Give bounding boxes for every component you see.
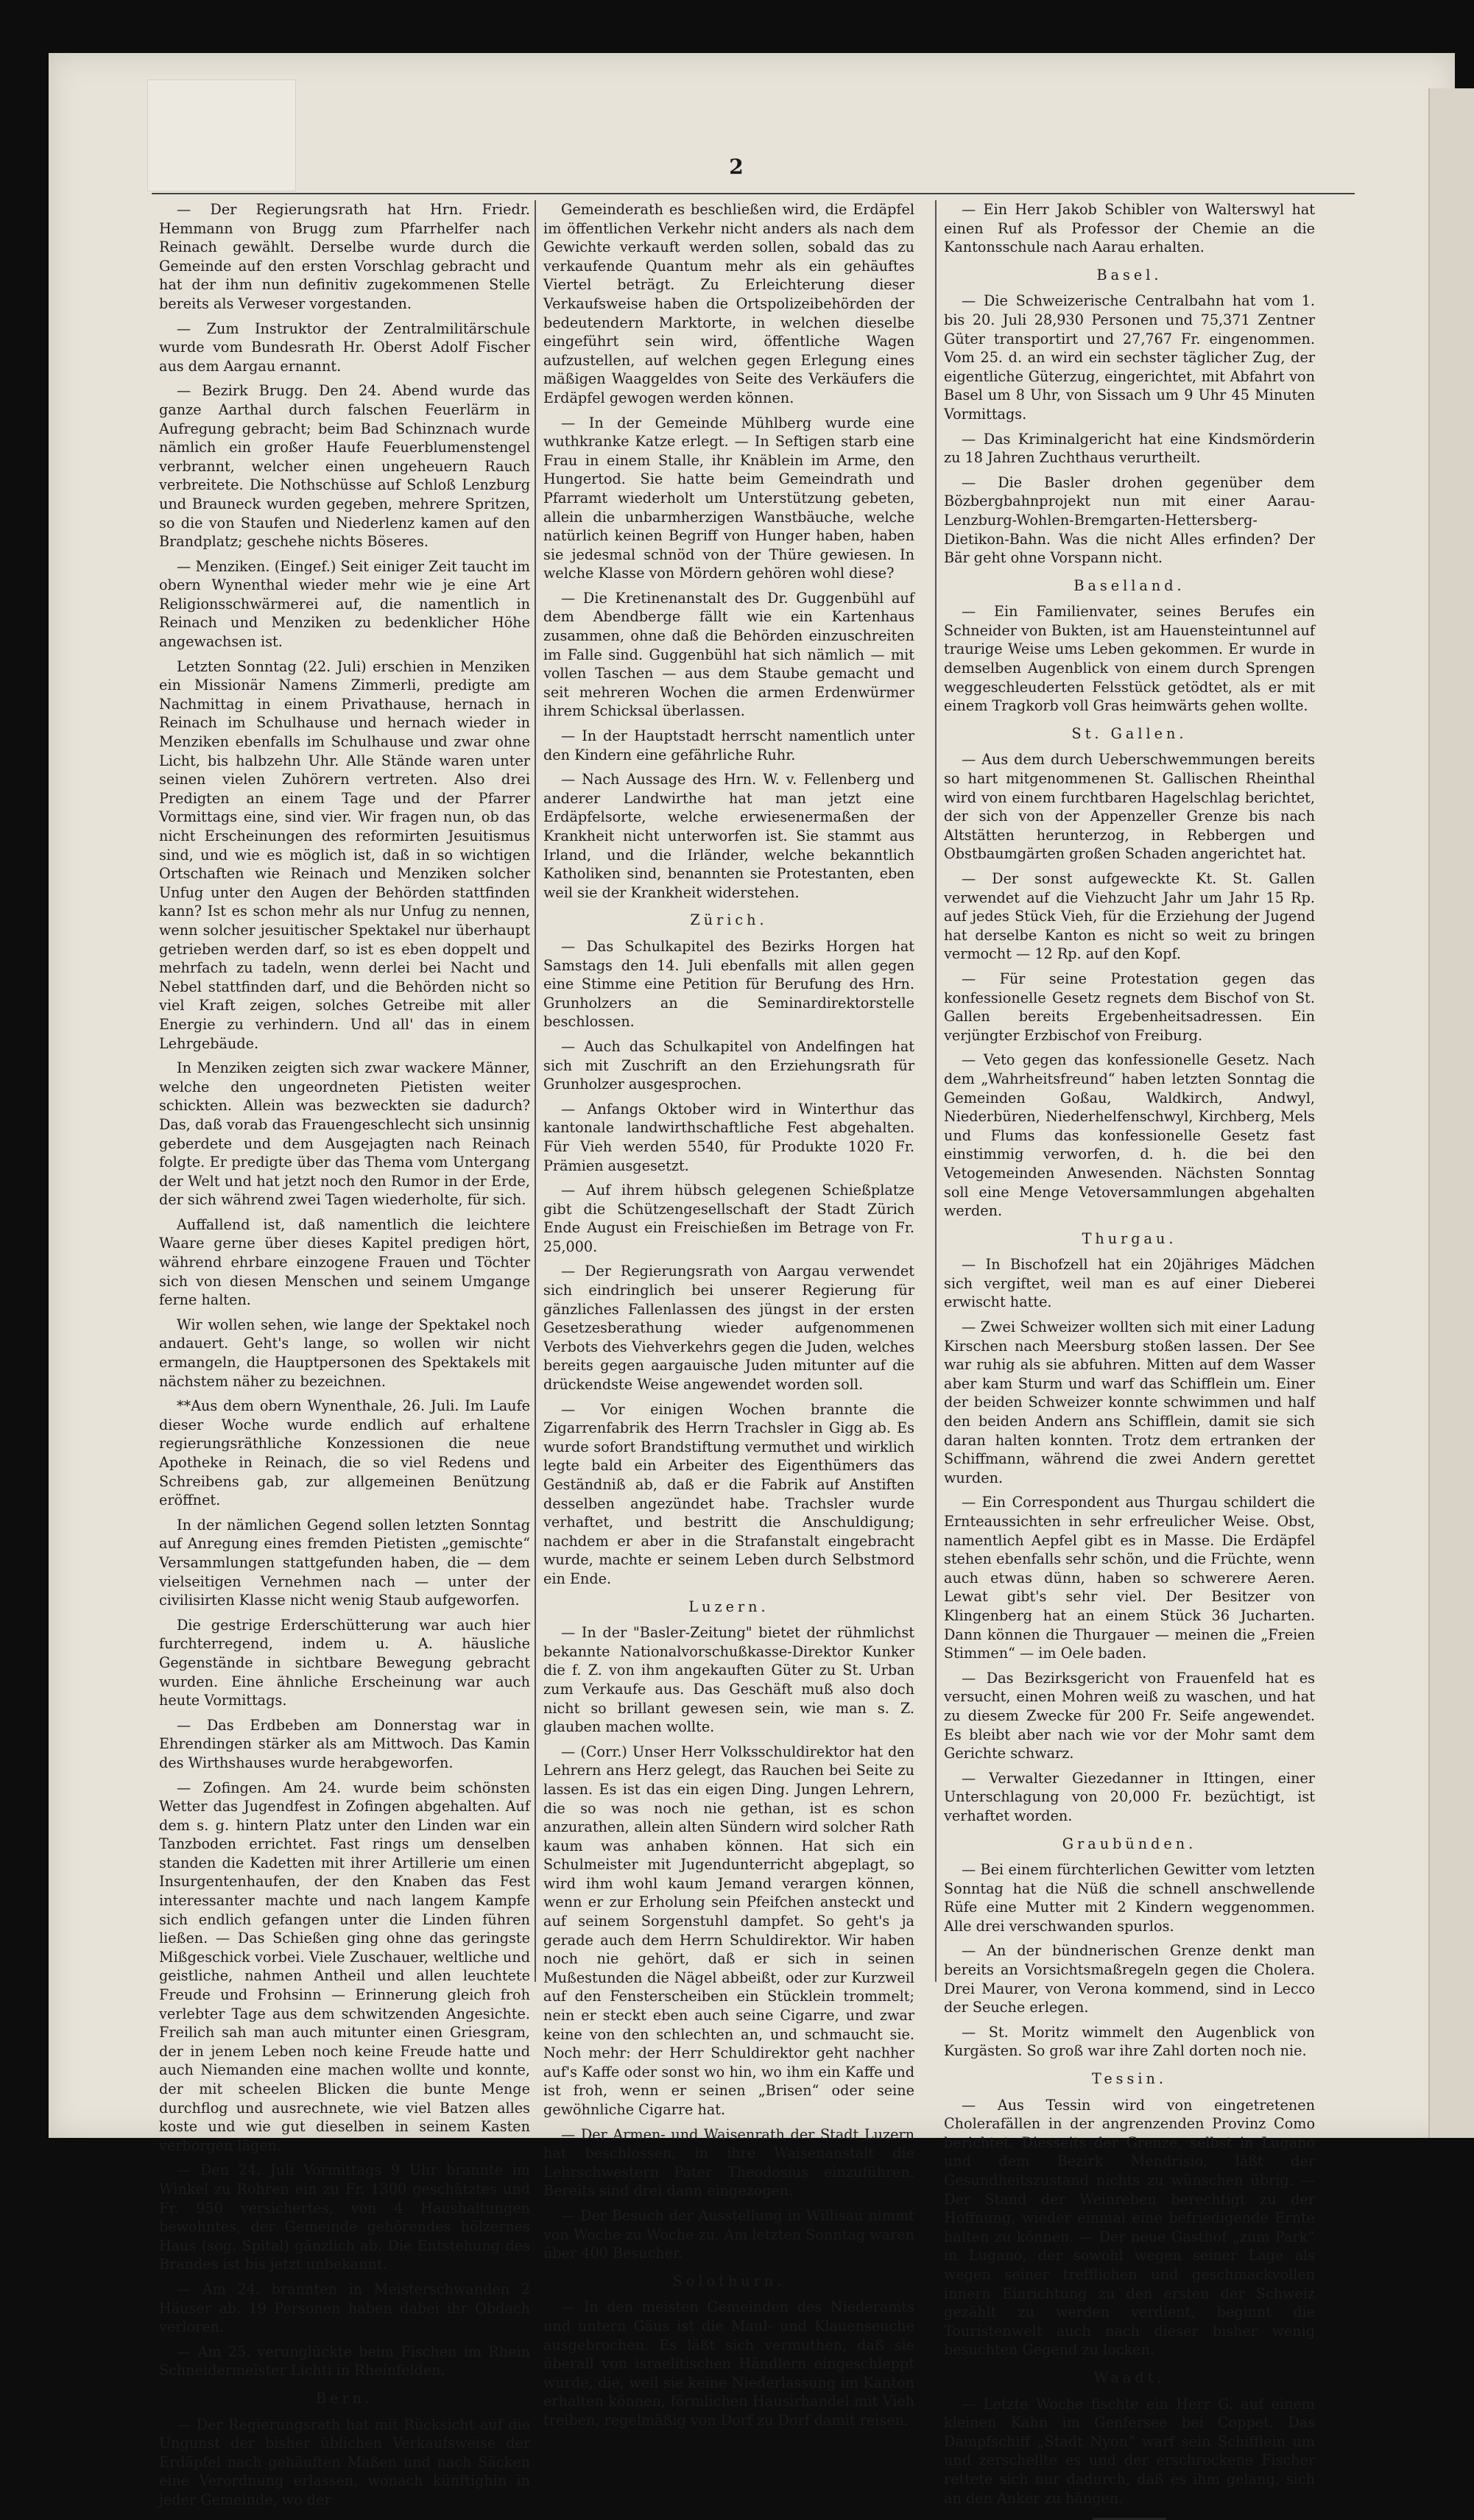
section-heading: St. Gallen. [1071,724,1188,742]
article-paragraph: — Anfangs Oktober wird in Winterthur das kantonale landwirthschaftliche Fest abgehalten. Für Vieh werden 5540, für Produkte 1020 Fr. Prämien ausgesetzt. [543,1100,914,1174]
article-paragraph: — Letzte Woche fischte ein Herr G. auf einem kleinen Kahn im Genfersee bei Coppet. Das Dampfschiff „Stadt Nyon“ warf sein Schifflein um und zerschellte es und der erschrockene Fischer rettete sich nur dadurch, daß es ihm gelang, sich an den Anker zu hängen. [944,2395,1315,2507]
article-paragraph: — Am 24. brannten in Meisterschwanden 2 Häuser ab. 19 Personen haben dabei ihr Obdach verloren. [159,2280,530,2336]
article-paragraph: In Menziken zeigten sich zwar wackere Männer, welche den ungeordneten Pietisten weiter schickten. Allein was bezweckten sie dadurch? Das, daß vorab das Frauengeschlecht sich unsinnig geberdete und dem Ausgejagten nach Reinach folgte. Er predigte über das Thema vom Untergang der Welt und hat jetzt noch den Rumor in der Erde, der sich während zwei Tagen wiederholte, für sich. [159,1059,530,1209]
article-paragraph: — Verwalter Giezedanner in Ittingen, einer Unterschlagung von 20,000 Fr. bezüchtigt, ist verhaftet worden. [944,1769,1315,1824]
article-paragraph: — Der Regierungsrath von Aargau verwendet sich eindringlich bei unserer Regierung für gänzliches Fallenlassen des jüngst in der ersten Gesetzesberathung wieder aufgenommenen Verbots des Viehverkehrs gegen die Juden, welches bereits gegen aargauische Juden mitunter auf die drückendste Weise angewendet worden soll. [543,1263,914,1394]
article-paragraph: — Das Schulkapitel des Bezirks Horgen hat Samstags den 14. Juli ebenfalls mit allen gegen eine Stimme eine Petition für Berufung des Hrn. Grunholzers an die Seminardirektorstelle beschlossen. [543,937,914,1031]
header-rule [152,193,1355,194]
article-paragraph: — Ein Familienvater, seines Berufes ein Schneider von Bukten, ist am Hauensteintunnel auf traurige Weise ums Leben gekommen. Er wurde in demselben Augenblick von einem durch Sprengen weggeschleuderten Felsstück getödtet, als er mit einem Tragkorb voll Gras heimwärts gehen wollte. [944,603,1316,715]
section-heading: Baselland. [1073,576,1185,594]
article-paragraph: — Auf ihrem hübsch gelegenen Schießplatze gibt die Schützengesellschaft der Stadt Zürich Ende August ein Freischießen im Betrage von Fr. 25,000. [543,1182,914,1255]
article-paragraph: Gemeinderath es beschließen wird, die Erdäpfel im öffentlichen Verkehr nicht anders als nach dem Gewichte verkauft werden sollen, sobald das zu verkaufende Quantum mehr als ein gehäuftes Viertel beträgt. Zu Erleichterung dieser Verkaufsweise haben die Ortspolizeibehörden der bedeutendern Marktorte, in welchen dieselbe eingeführt sein wird, öffentliche Wagen aufzustellen, auf welchen gegen Erlegung eines mäßigen Waaggeldes von Seite des Verkäufers die Erdäpfel gewogen werden können. [543,201,914,406]
column-right [944,200,1316,2507]
article-paragraph: Letzten Sonntag (22. Juli) erschien in Menziken ein Missionär Namens Zimmerli, predigte am Nachmittag in einem Privathause, hernach in Reinach im Schulhause und hernach wieder in Menziken ebenfalls im Schulhause und zwar ohne Licht, bis halbzehn Uhr. Alle Stände waren unter seinen vielen Zuhörern vertreten. Also drei Predigten an einem Tage und der Pfarrer Vormittags eine, sind vier. Wir fragen nun, ob das nicht Erscheinungen des reformirten Jesuitismus sind, und wie es möglich ist, daß in so wichtigen Ortschaften wie Reinach und Menziken solcher Unfug unter den Augen der Behörden stattfinden kann? Ist es schon mehr als nur Unfug zu nennen, wenn solcher jesuitischer Spektakel nur überhaupt getrieben werden darf, so ist es eben doppelt und mehrfach zu tadeln, wenn derlei bei Nacht und Nebel stattfinden darf, und die Behörden nicht so viel Kraft zeigen, solches Getreibe mit aller Energie zu verhindern. Und all' das in einem Lehrgebäude. [159,657,530,1052]
page-number: 2 [729,155,744,179]
section-heading: Luzern. [688,1598,769,1615]
article-paragraph: — Ein Correspondent aus Thurgau schildert die Ernteaussichten in sehr erfreulicher Weise. Obst, namentlich Aepfel gibt es in Masse. Die Erdäpfel stehen ebenfalls sehr schön, und die Früchte, wenn auch etwas dünn, haben so schwerere Aeren. Lewat gibt's sehr viel. Der Besitzer von Klingenberg hat an einem Stück 36 Jucharten. Dann können die Thurgauer — meinen die „Freien Stimmen“ — im Oele baden. [944,1494,1315,1662]
library-stamp-area [147,80,296,191]
article-paragraph: Die gestrige Erderschütterung war auch hier furchterregend, indem u. A. häusliche Gegenstände in sichtbare Bewegung gebracht wurden. Eine ähnliche Erscheinung war auch heute Vormittags. [159,1616,530,1709]
article-paragraph: — Auch das Schulkapitel von Andelfingen hat sich mit Zuschrift an den Erziehungsrath für Grunholzer ausgesprochen. [543,1037,914,1093]
article-paragraph: — Der Regierungsrath hat mit Rücksicht auf die Ungunst der bisher üblichen Verkaufsweise der Erdäpfel nach gehäuften Maßen und nach Säcken eine Verordnung erlassen, wonach künftighin in jeder Gemeinde, wo der [159,2415,530,2508]
column-middle [543,200,914,2429]
article-paragraph: — Das Erdbeben am Donnerstag war in Ehrendingen stärker als am Mittwoch. Das Kamin des Wirthshauses wurde herabgeworfen. [159,1716,530,1771]
article-paragraph: — Der Besuch der Ausstellung in Willisau nimmt von Woche zu Woche zu. Am letzten Sonntag waren über 400 Besucher. [543,2206,914,2262]
article-paragraph: — Die Kretinenanstalt des Dr. Guggenbühl auf dem Abendberge fällt wie ein Kartenhaus zusammen, ohne daß die Behörden einzuschreiten im Falle sind. Guggenbühl hat sich nämlich — mit vollen Taschen — aus dem Staube gemacht und seit mehreren Wochen die armen Erdenwürmer ihrem Schicksal überlassen. [543,589,914,720]
article-paragraph: — Den 24. Juli Vormittags 9 Uhr brannte im Winkel zu Rohren ein zu Fr. 1300 geschätztes und Fr. 950 versichertes, von 4 Haushaltungen bewohntes, der Gemeinde gehörendes hölzernes Haus (sog. Spital) gänzlich ab. Die Entstehung des Brandes ist bis jetzt unbekannt. [159,2161,530,2273]
article-paragraph: — Das Kriminalgericht hat eine Kindsmörderin zu 18 Jahren Zuchthaus verurtheilt. [944,430,1315,467]
article-paragraph: — Ein Herr Jakob Schibler von Walterswyl hat einen Ruf als Professor der Chemie an die Kantonsschule nach Aarau erhalten. [944,201,1315,256]
article-paragraph: — Aus Tessin wird von eingetretenen Cholerafällen in der angrenzenden Provinz Como berichtet. Diesseits der Grenze, selbst in Lugano und dem Bezirk Mendrisio, läßt der Gesundheitszustand nichts zu wünschen übrig. — Der Stand der Weinreben berechtigt zu der Hoffnung, wieder einmal eine befriedigende Ernte halten zu können. — Der neue Gasthof „zum Park“ in Lugano, der sowohl wegen seiner Lage als wegen seiner trefflichen und geschmackvollen innern Einrichtung zu den ersten der Schweiz gezählt zu werden verdient, beginnt die Touristenwelt auch nach dieser bisher wenig besuchten Gegend zu locken. [944,2096,1315,2359]
column-divider [535,200,536,1982]
section-heading: Basel. [1096,266,1163,283]
section-heading: Waadt. [1093,2368,1166,2386]
article-paragraph: — Vor einigen Wochen brannte die Zigarrenfabrik des Herrn Trachsler in Gigg ab. Es wurde sofort Brandstiftung vermuthet und wirklich legte bald ein Arbeiter des Eigenthümers das Geständniß ab, daß er die Fabrik auf Anstiften desselben angezündet habe. Trachsler wurde verhaftet, und bestritt die Anschuldigung; nachdem er aber in die Strafanstalt eingebracht wurde, machte er seinem Leben durch Selbstmord ein Ende. [543,1400,914,1587]
section-heading: Thurgau. [1082,1229,1177,1247]
article-paragraph: — In der Gemeinde Mühlberg wurde eine wuthkranke Katze erlegt. — In Seftigen starb eine Frau in einem Stalle, ihr Knäblein im Arme, den Hungertod. Sie hatte beim Gemeindrath und Pfarramt wiederholt um Unterstützung gebeten, allein die unbarmherzigen Wanstbäuche, welche natürlich keinen Begriff von Hunger haben, haben sie jedesmal schnöd von der Thüre gewiesen. In welche Klasse von Mördern gehören wohl diese? [543,414,914,582]
article-paragraph: — Zwei Schweizer wollten sich mit einer Ladung Kirschen nach Meersburg stoßen lassen. Der See war ruhig als sie abfuhren. Mitten auf dem Wasser aber kam Sturm und warf das Schifflein um. Einer der beiden Schweizer konnte schwimmen und half den beiden Andern ans Schifflein, damit sie sich daran halten konnten. Trotz dem ertranken der Schiffmann, während die zwei Andern gerettet wurden. [944,1319,1315,1486]
section-heading: Zürich. [690,911,768,929]
article-paragraph: — St. Moritz wimmelt den Augenblick von Kurgästen. So groß war ihre Zahl dorten noch nie. [944,2023,1315,2060]
article-paragraph: — An der bündnerischen Grenze denkt man bereits an Vorsichtsmaßregeln gegen die Cholera. Drei Maurer, von Verona kommend, sind in Lecco der Seuche erlegen. [944,1942,1315,2016]
section-heading: Tessin. [1092,2070,1167,2088]
article-paragraph: — Der Regierungsrath hat Hrn. Friedr. Hemmann von Brugg zum Pfarrhelfer nach Reinach gewählt. Derselbe wurde durch die Gemeinde auf den ersten Vorschlag gebracht und hat der ihm nun definitiv zugekommenen Stelle bereits als Verweser vorgestanden. [159,201,530,312]
article-paragraph: — Nach Aussage des Hrn. W. v. Fellenberg und anderer Landwirthe hat man jetzt eine Erdäpfelsorte, welche erwiesenermaßen der Krankheit nicht unterworfen ist. Sie stammt aus Irland, und die Irländer, welche bekanntlich Katholiken sind, benannten sie Protestanten, eben weil sie der Krankheit widerstehen. [543,771,914,901]
article-paragraph: — Der Armen- und Waisenrath der Stadt Luzern hat beschlossen, in ihre Waisenanstalt die Lehrschwestern Pater Theodosius einzuführen. Bereits sind drei dann eingezogen. [543,2125,914,2200]
article-paragraph: — Am 25. verunglückte beim Fischen im Rhein Schneidermeister Lichti in Rheinfelden. [159,2343,530,2379]
article-paragraph: — Bezirk Brugg. Den 24. Abend wurde das ganze Aarthal durch falschen Feuerlärm in Aufregung gebracht; beim Bad Schinznach wurde nämlich ein großer Haufe Feuerblumenstengel verbrannt, welcher einen ungeheuern Rauch verbreitete. Die Nothschüsse auf Schloß Lenzburg und Brauneck wurden gegeben, mehrere Spritzen, so die von Staufen und Niederlenz kamen auf den Brandplatz; geschehe nichts Böseres. [159,382,530,551]
article-paragraph: — Die Basler drohen gegenüber dem Bözbergbahnprojekt nun mit einer Aarau-Lenzburg-Wohlen-Bremgarten-Hettersberg-Dietikon-Bahn. Was die nicht Alles erfinden? Der Bär geht ohne Vorspann nicht. [944,473,1315,567]
column-left [159,200,530,2508]
article-paragraph: — Aus dem durch Ueberschwemmungen bereits so hart mitgenommenen St. Gallischen Rheinthal wird von einem furchtbaren Hagelschlag berichtet, der sich von der Appenzeller Grenze bis nach Altstätten herunterzog, in Rebbergen und Obstbaumgärten großen Schaden angerichtet hat. [944,751,1315,863]
article-paragraph: Auffallend ist, daß namentlich die leichtere Waare gerne über dieses Kapitel predigen hört, während ehrbare einzogene Frauen und Töchter sich von diesen Menschen und seinem Umgange ferne halten. [159,1215,530,1309]
article-paragraph: Wir wollen sehen, wie lange der Spektakel noch andauert. Geht's lange, so wollen wir nicht ermangeln, die Hauptpersonen des Spektakels mit nächstem näher zu bezeichnen. [159,1316,530,1390]
article-paragraph: — (Corr.) Unser Herr Volksschuldirektor hat den Lehrern ans Herz gelegt, das Rauchen bei Seite zu lassen. Es ist das ein eigen Ding. Jungen Lehrern, die so was noch nie gethan, ist es schon anzurathen, allein alten Sündern wird solcher Rath kaum was anhaben können. Hat sich ein Schulmeister mit Jugendunterricht abgeplagt, so wird ihm wohl kaum Jemand verargen können, wenn er zur Erholung sein Pfeifchen ansteckt und auf seinem Sorgenstuhl dampfet. So geht's ja gerade auch dem Herrn Schuldirektor. Wir haben noch nie gehört, daß er sich in seinen Mußestunden die Nägel abbeißt, oder zur Kurzweil auf den Fensterscheiben ein Stücklein trommelt; nein er steckt eben auch seine Cigarre, und zwar keine von den schlechten an, und schmaucht sie. Noch mehr: der Herr Schuldirektor geht nachher auf's Kaffe oder sonst wo hin, wo ihm ein Kaffe und ist froh, wenn er seinen „Brisen“ oder seine gewöhnliche Cigarre hat. [543,1743,914,2118]
article-paragraph: — In den meisten Gemeinden des Niederamts und untern Gäus ist die Maul- und Klauenseuche ausgebrochen. Es läßt sich vermuthen, daß sie überall von israelitischen Händlern eingeschleppt wurde, die, weil sie keine Niederlassung im Kanton erhalten können, förmlichen Hausirhandel mit Vieh treiben, regelmäßig von Dorf zu Dorf damit reisen. [543,2298,914,2429]
article-paragraph: — Für seine Protestation gegen das konfessionelle Gesetz regnets dem Bischof von St. Gallen bereits Ergebenheitsadressen. Ein verjüngter Erzbischof von Freiburg. [944,970,1315,1044]
article-paragraph: — Veto gegen das konfessionelle Gesetz. Nach dem „Wahrheitsfreund“ haben letzten Sonntag die Gemeinden Goßau, Waldkirch, Andwyl, Niederbüren, Niederhelfenschwyl, Kirchberg, Mels und Flums das konfessionelle Gesetz fast einstimmig verworfen, d. h. die bei den Vetogemeinden Anwesenden. Nächsten Sonntag soll eine Menge Vetoversammlungen abgehalten werden. [944,1051,1315,1220]
section-heading: Solothurn. [672,2272,786,2290]
article-paragraph: — Zum Instruktor der Zentralmilitärschule wurde vom Bundesrath Hr. Oberst Adolf Fischer aus dem Aargau ernannt. [159,320,530,375]
column-divider [935,200,937,1982]
article-paragraph: — Der sonst aufgeweckte Kt. St. Gallen verwendet auf die Viehzucht Jahr um Jahr 15 Rp. auf jedes Stück Vieh, für die Erziehung der Jugend hat derselbe Kanton es nicht so weit zu bringen vermocht — 12 Rp. auf den Kopf. [944,870,1315,963]
article-paragraph: — Die Schweizerische Centralbahn hat vom 1. bis 20. Juli 28,930 Personen und 75,371 Zentner Güter transportirt und 27,767 Fr. eingenommen. Vom 25. d. an wird ein sechster täglicher Zug, der eigentliche Güterzug, eingerichtet, mit Abfahrt von Basel um 8 Uhr, von Sissach um 9 Uhr 45 Minuten Vormittags. [944,292,1315,423]
section-heading: Graubünden. [1062,1835,1197,1852]
article-paragraph: — In Bischofzell hat ein 20jähriges Mädchen sich vergiftet, weil man es auf einer Dieberei erwischt hatte. [944,1256,1315,1311]
article-paragraph: — Das Bezirksgericht von Frauenfeld hat es versucht, einen Mohren weiß zu waschen, und hat zu diesem Zwecke für 200 Fr. Seife angewendet. Es bleibt aber nach wie vor der Mohr samt dem Gerichte schwarz. [944,1669,1315,1762]
next-page-edge [1428,88,1474,2138]
section-heading: Bern. [315,2389,374,2407]
article-paragraph: — Menziken. (Eingef.) Seit einiger Zeit taucht im obern Wynenthal wieder mehr wie je eine Art Religionsschwärmerei auf, die namentlich in Reinach und Menziken zu bedenklicher Höhe angewachsen ist. [159,557,530,651]
article-paragraph: — Zofingen. Am 24. wurde beim schönsten Wetter das Jugendfest in Zofingen abgehalten. Auf dem s. g. hintern Platz unter den Linden war ein Tanzboden errichtet. Fast rings um denselben standen die Kadetten mit ihrer Artillerie um einen Insurgentenhaufen, der den Knaben das Fest interessanter machte und nach langem Kampfe sich endlich gefangen unter die Linden führen ließen. — Das Schießen ging ohne das geringste Mißgeschick vorbei. Viele Zuschauer, weltliche und geistliche, nahmen Antheil und allen leuchtete Freude und Frohsinn — Erinnerung gleich froh verlebter Tage aus dem schwitzenden Angesichte. Freilich sah man auch mitunter einen Griesgram, der in jenem Leben noch keine Freude hatte und auch Niemanden eine machen wollte und konnte, der mit scheelen Blicken die bunte Menge durchflog und ausrechnete, wie viel Batzen alles koste und wie gut dieselben in seinem Kasten verborgen lägen. [159,1779,530,2154]
article-paragraph: **Aus dem obern Wynenthale, 26. Juli. Im Laufe dieser Woche wurde endlich auf erhaltene regierungsräthliche Konzessionen die neue Apotheke in Reinach, die so viel Redens und Schreibens gab, zur allgemeinen Benützung eröffnet. [159,1397,530,1509]
article-paragraph: — In der "Basler-Zeitung" bietet der rühmlichst bekannte Nationalvorschußkasse-Direktor Kunker die f. Z. von ihm angekauften Güter zu St. Urban zum Verkaufe aus. Das Geschäft muß also doch nicht so brillant gewesen sein, wie man s. Z. glauben machen wollte. [543,1624,914,1736]
article-paragraph: — Bei einem fürchterlichen Gewitter vom letzten Sonntag hat die Nüß die schnell anschwellende Rüfe eine Mutter mit 2 Kindern weggenommen. Alle drei verschwanden spurlos. [944,1861,1315,1935]
article-paragraph: — In der Hauptstadt herrscht namentlich unter den Kindern eine gefährliche Ruhr. [543,727,914,763]
article-paragraph: In der nämlichen Gegend sollen letzten Sonntag auf Anregung eines fremden Pietisten „gemischte“ Versammlungen stattgefunden haben, die — dem vielseitigen Vernehmen nach — unter der civilisirten Klasse nicht wenig Staub aufgeworfen. [159,1516,530,1609]
